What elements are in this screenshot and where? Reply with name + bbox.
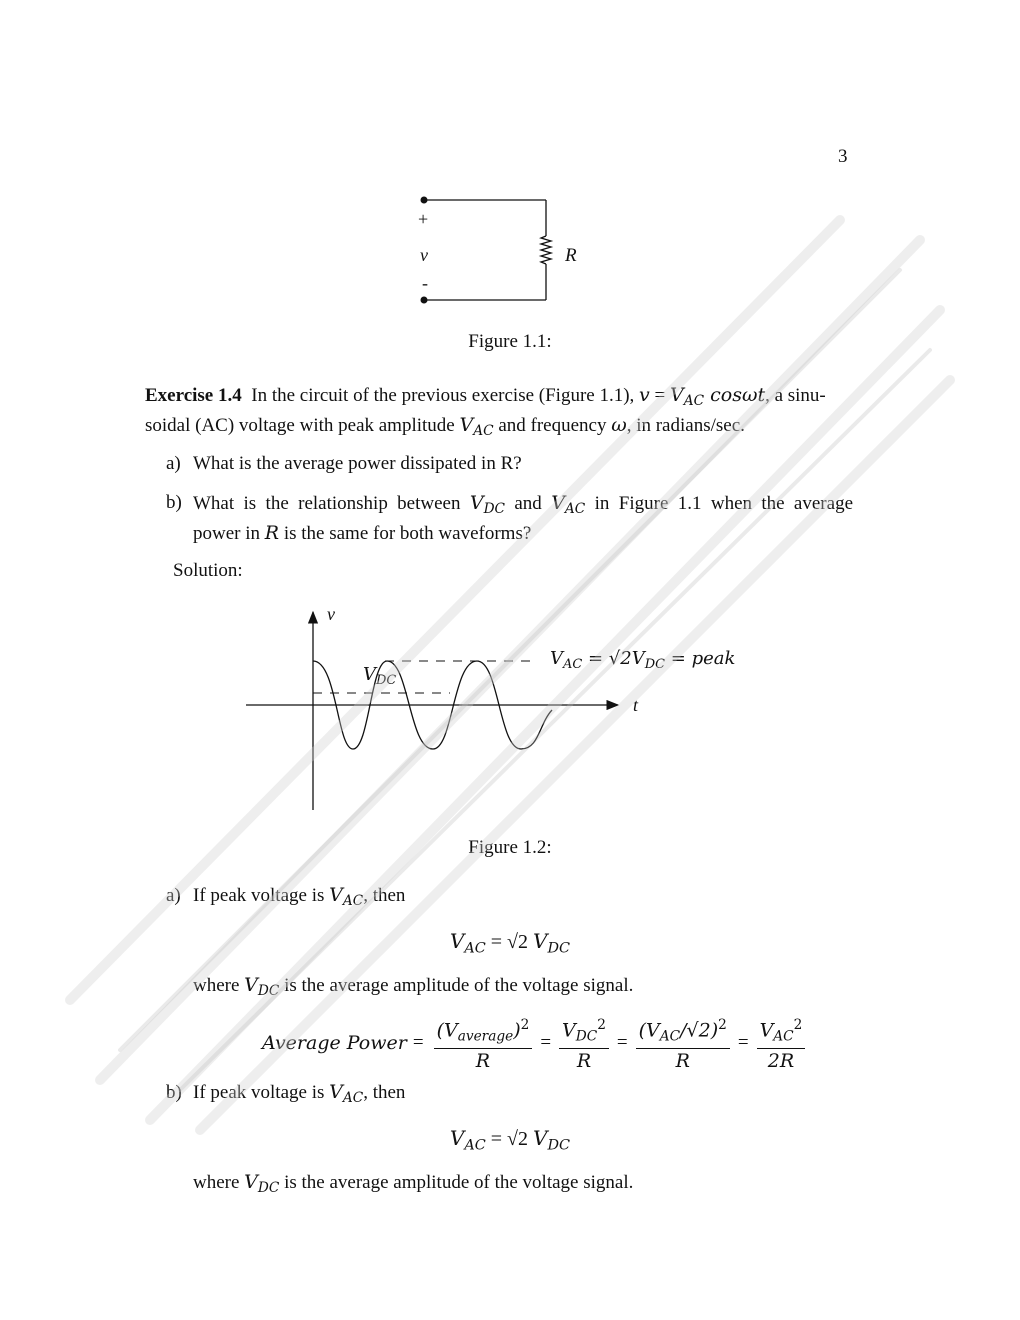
exercise-text: and frequency bbox=[493, 415, 612, 437]
fraction: $\frac{V_{DC}^2}{R}$ bbox=[559, 1014, 609, 1073]
question-text-part: in Figure 1.1 when the average bbox=[585, 493, 853, 514]
question-b bbox=[166, 491, 853, 545]
where-part: where bbox=[193, 975, 245, 996]
exercise-text: , in radians/sec. bbox=[626, 415, 745, 437]
exercise-text: , a sinu- bbox=[765, 385, 826, 406]
vdc-letter: V bbox=[363, 664, 376, 685]
equation-vac-a: $V_{AC} = √2$ $V_{DC}$ bbox=[449, 929, 571, 957]
resistor-label-r: R bbox=[565, 245, 577, 266]
fraction: $\frac{V_{AC}^2}{2R}$ bbox=[757, 1014, 806, 1073]
solution-b: b) If peak voltage is $V_{AC}$, then bbox=[166, 1081, 406, 1107]
question-text-part: power in bbox=[193, 523, 265, 545]
solution-a: a) If peak voltage is $V_{AC}$, then bbox=[166, 884, 406, 910]
average-power-equation: Average Power = $\frac{(V_{average})^2}{R}$ = $\frac{V_{DC}^2}{R}$ = $\frac{(V_{AC}/√2)^2}{R}$ = $\frac{V_{AC}^2}{2R}$ bbox=[262, 1016, 809, 1070]
question-text-part: What is the relationship between bbox=[193, 493, 470, 514]
item-label: b) bbox=[166, 1082, 182, 1103]
figure-1-1-caption: Figure 1.1: bbox=[468, 331, 552, 352]
where-part: is the average amplitude of the voltage signal. bbox=[279, 975, 634, 996]
question-text-part: is the same for both waveforms? bbox=[279, 523, 532, 545]
solution-label: Solution: bbox=[173, 560, 243, 581]
where-text-a: where $V_{DC}$ is the average amplitude of the voltage signal. bbox=[193, 974, 634, 1000]
resistor-zigzag bbox=[541, 236, 551, 264]
question-a bbox=[166, 452, 853, 476]
peak-annotation: $V_{AC} = √2V_{DC}$ = peak bbox=[550, 648, 736, 672]
where-part: is the average amplitude of the voltage signal. bbox=[279, 1172, 634, 1193]
fraction: $\frac{(V_{AC}/√2)^2}{R}$ bbox=[636, 1014, 730, 1073]
average-power-label: Average Power bbox=[262, 1032, 407, 1054]
figure-1-2-caption: Figure 1.2: bbox=[468, 837, 552, 858]
voltage-label-v: v bbox=[420, 245, 428, 265]
fraction: $\frac{(V_{average})^2}{R}$ bbox=[434, 1014, 533, 1073]
vdc-label bbox=[363, 664, 396, 688]
page-number: 3 bbox=[838, 146, 848, 167]
item-label: b) bbox=[166, 492, 182, 513]
vdc-subscript: DC bbox=[376, 672, 397, 688]
solution-text: , then bbox=[363, 1082, 406, 1103]
item-label: a) bbox=[166, 885, 181, 906]
solution-text: , then bbox=[363, 885, 406, 906]
annotation-tail: = peak bbox=[670, 648, 736, 669]
question-text: What is the average power dissipated in R? bbox=[193, 453, 522, 474]
exercise-title: Exercise 1.4 bbox=[145, 385, 242, 406]
item-label: a) bbox=[166, 453, 181, 474]
question-text: What is the relationship between $V_{DC}$ and $V_{AC}$ in Figure 1.1 when the average power in R is the same for both waveforms? bbox=[193, 492, 853, 545]
figure-1-2-waveform bbox=[240, 600, 640, 815]
equation-vac-b: $V_{AC} = √2$ $V_{DC}$ bbox=[449, 1126, 571, 1154]
where-part: where bbox=[193, 1172, 245, 1193]
exercise-text: soidal (AC) voltage with peak amplitude bbox=[145, 415, 460, 437]
solution-text: If peak voltage is bbox=[193, 1082, 330, 1103]
exercise-text: In the circuit of the previous exercise (Figure 1.1), bbox=[251, 385, 640, 406]
minus-sign: - bbox=[422, 273, 428, 293]
question-text-part: and bbox=[505, 493, 552, 514]
exercise-paragraph: Exercise 1.4 In the circuit of the previous exercise (Figure 1.1), $v = V_{AC}$ cosωt, a sinu- soidal (AC) voltage with peak amplitude $V_{AC}$ and frequency ω, in radians/sec. bbox=[145, 384, 826, 440]
where-text-b: where $V_{DC}$ is the average amplitude of the voltage signal. bbox=[193, 1171, 634, 1197]
plus-sign: + bbox=[418, 209, 429, 229]
annotation-middle: = √2V bbox=[588, 648, 645, 669]
solution-text: If peak voltage is bbox=[193, 885, 330, 906]
v-axis-label: v bbox=[327, 604, 335, 624]
t-axis-label: t bbox=[633, 695, 639, 715]
